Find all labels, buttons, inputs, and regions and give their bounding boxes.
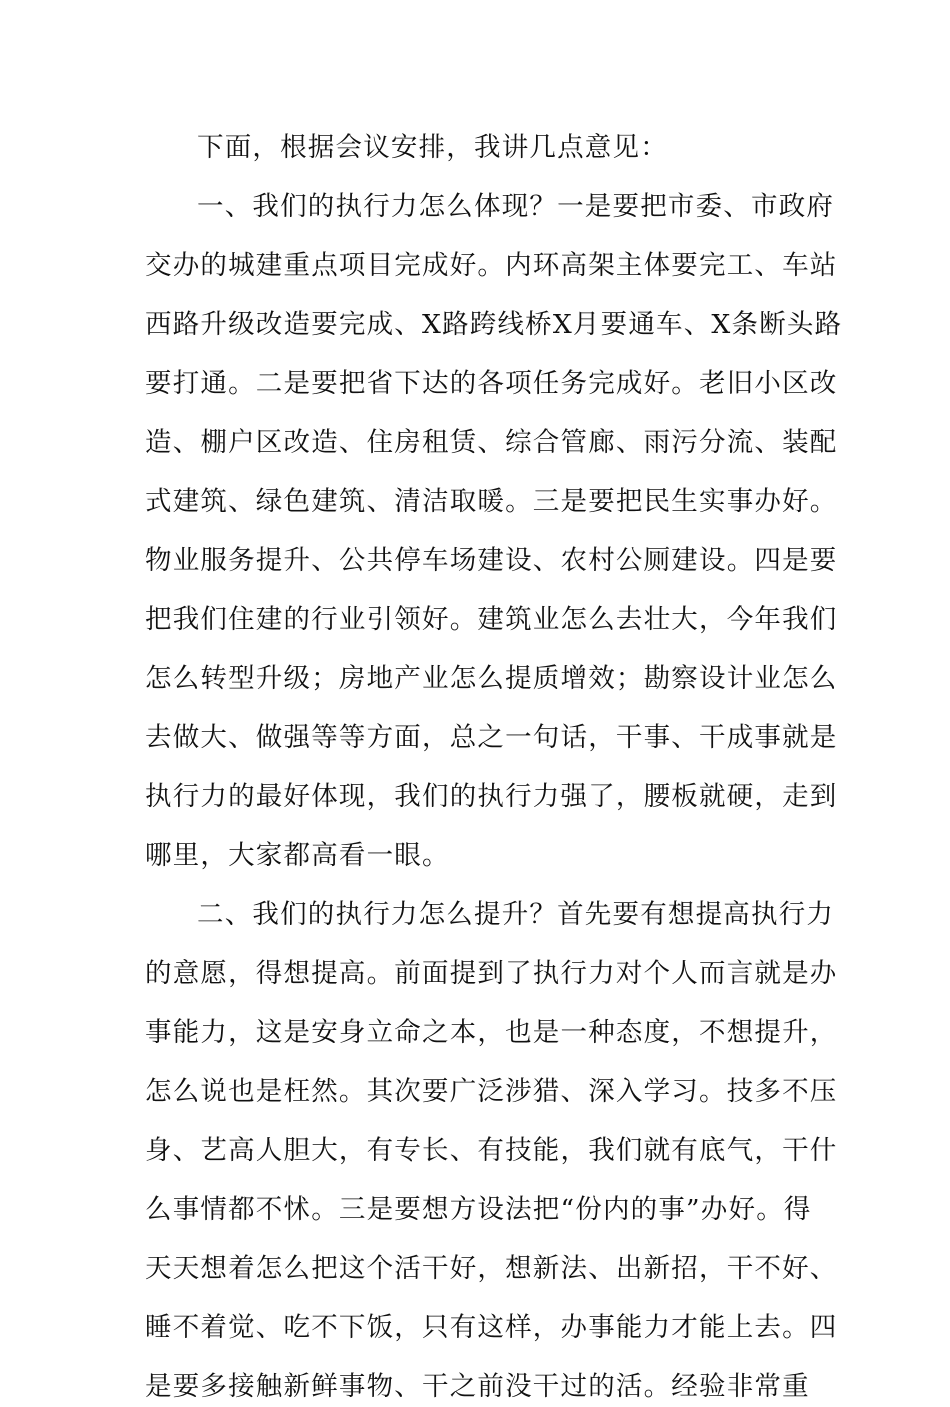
paragraph-1-line: 去做大、做强等等方面，总之一句话，干事、干成事就是 xyxy=(145,722,838,753)
paragraph-1-line: 怎么转型升级；房地产业怎么提质增效；勘察设计业怎么 xyxy=(145,663,838,694)
paragraph-intro-line: 下面，根据会议安排，我讲几点意见： xyxy=(197,132,668,163)
paragraph-2-line: 事能力，这是安身立命之本，也是一种态度，不想提升， xyxy=(145,1017,838,1048)
paragraph-1-line: 一、我们的执行力怎么体现？一是要把市委、市政府 xyxy=(197,191,835,222)
paragraph-1-line: 式建筑、绿色建筑、清洁取暖。三是要把民生实事办好。 xyxy=(145,486,838,517)
paragraph-2-line: 睡不着觉、吃不下饭，只有这样，办事能力才能上去。四 xyxy=(145,1312,838,1343)
paragraph-2-line: 的意愿，得想提高。前面提到了执行力对个人而言就是办 xyxy=(145,958,838,989)
paragraph-1-line: 执行力的最好体现，我们的执行力强了，腰板就硬，走到 xyxy=(145,781,838,812)
paragraph-1-line: 把我们住建的行业引领好。建筑业怎么去壮大，今年我们 xyxy=(145,604,838,635)
paragraph-2-line: 怎么说也是枉然。其次要广泛涉猎、深入学习。技多不压 xyxy=(145,1076,838,1107)
paragraph-1-line: 哪里，大家都高看一眼。 xyxy=(145,840,450,871)
paragraph-1-line: 物业服务提升、公共停车场建设、农村公厕建设。四是要 xyxy=(145,545,838,576)
paragraph-1-line: 造、棚户区改造、住房租赁、综合管廊、雨污分流、装配 xyxy=(145,427,838,458)
paragraph-1-line: 西路升级改造要完成、X路跨线桥X月要通车、X条断头路 xyxy=(145,309,843,340)
paragraph-2-line: 是要多接触新鲜事物、干之前没干过的活。经验非常重 xyxy=(145,1371,810,1402)
paragraph-1-line: 要打通。二是要把省下达的各项任务完成好。老旧小区改 xyxy=(145,368,838,399)
paragraph-2-line: 天天想着怎么把这个活干好，想新法、出新招，干不好、 xyxy=(145,1253,838,1284)
paragraph-2-line: 二、我们的执行力怎么提升？首先要有想提高执行力 xyxy=(197,899,835,930)
paragraph-2-line: 么事情都不怵。三是要想方设法把“份内的事”办好。得 xyxy=(145,1194,812,1225)
paragraph-2-line: 身、艺高人胆大，有专长、有技能，我们就有底气，干什 xyxy=(145,1135,838,1166)
paragraph-1-line: 交办的城建重点项目完成好。内环高架主体要完工、车站 xyxy=(145,250,838,281)
